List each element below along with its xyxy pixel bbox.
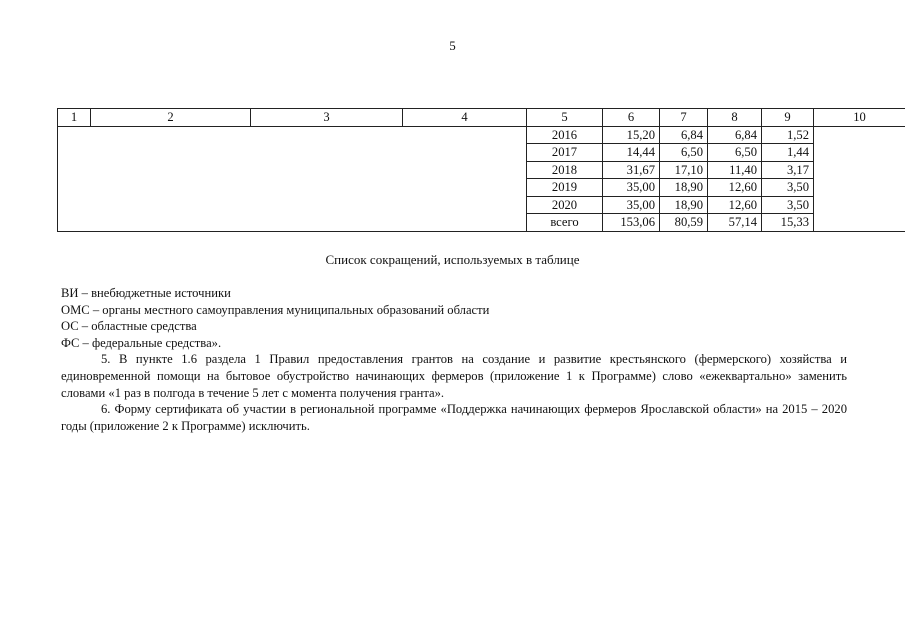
header-cell: 9 — [762, 109, 814, 127]
header-cell: 3 — [251, 109, 403, 127]
value-cell: 3,50 — [762, 179, 814, 197]
header-cell: 2 — [91, 109, 251, 127]
value-cell: 3,50 — [762, 196, 814, 214]
year-cell: 2020 — [527, 196, 603, 214]
value-cell: 1,52 — [762, 126, 814, 144]
table-header-row — [58, 109, 905, 127]
value-cell: 15,20 — [603, 126, 660, 144]
column-10-empty-cell — [814, 126, 905, 231]
value-cell: 1,44 — [762, 144, 814, 162]
value-cell: 6,50 — [660, 144, 708, 162]
header-cell: 4 — [403, 109, 527, 127]
value-cell: 6,84 — [708, 126, 762, 144]
value-cell: 80,59 — [660, 214, 708, 232]
header-cell: 10 — [814, 109, 905, 127]
value-cell: 14,44 — [603, 144, 660, 162]
value-cell: 31,67 — [603, 161, 660, 179]
value-cell: 35,00 — [603, 179, 660, 197]
header-cell: 7 — [660, 109, 708, 127]
abbreviation-line: ОС – областные средства — [61, 319, 197, 334]
value-cell: 17,10 — [660, 161, 708, 179]
value-cell: 3,17 — [762, 161, 814, 179]
abbreviation-line: ВИ – внебюджетные источники — [61, 286, 231, 300]
page-number: 5 — [449, 38, 456, 53]
value-cell: 6,50 — [708, 144, 762, 162]
abbreviation-line: ФС – федеральные средства». — [61, 335, 222, 350]
total-label-cell: всего — [527, 214, 603, 232]
paragraph-6: 6. Форму сертификата об участии в региональной программе «Поддержка начинающих фермеров Ярославской области» на 2015 – 2020 годы (приложение 2 к Программе) исключить. — [61, 402, 847, 433]
value-cell: 57,14 — [708, 214, 762, 232]
header-cell: 8 — [708, 109, 762, 127]
paragraph-5: 5. В пункте 1.6 раздела 1 Правил предоставления грантов на создание и развитие крестьянского (фермерского) хозяйства и единовременной помощи на бытовое обустройство начинающих фермеров (приложение 1 к Программе) слово «ежеквартально» заменить словами «1 раз в полгода в течение 5 лет с момента получения гранта». — [61, 352, 847, 400]
header-cell: 5 — [527, 109, 603, 127]
header-cell: 1 — [58, 109, 91, 127]
year-cell: 2017 — [527, 144, 603, 162]
value-cell: 18,90 — [660, 179, 708, 197]
body-text — [61, 285, 847, 434]
table-row — [58, 126, 905, 144]
merged-empty-cell — [58, 126, 527, 231]
value-cell: 6,84 — [660, 126, 708, 144]
value-cell: 12,60 — [708, 196, 762, 214]
year-cell: 2016 — [527, 126, 603, 144]
data-table — [57, 108, 905, 232]
year-cell: 2018 — [527, 161, 603, 179]
value-cell: 12,60 — [708, 179, 762, 197]
header-cell: 6 — [603, 109, 660, 127]
year-cell: 2019 — [527, 179, 603, 197]
abbreviation-line: ОМС – органы местного самоуправления муниципальных образований области — [61, 302, 490, 317]
value-cell: 153,06 — [603, 214, 660, 232]
abbreviations-caption: Список сокращений, используемых в таблице — [325, 252, 580, 267]
value-cell: 11,40 — [708, 161, 762, 179]
value-cell: 18,90 — [660, 196, 708, 214]
value-cell: 15,33 — [762, 214, 814, 232]
value-cell: 35,00 — [603, 196, 660, 214]
